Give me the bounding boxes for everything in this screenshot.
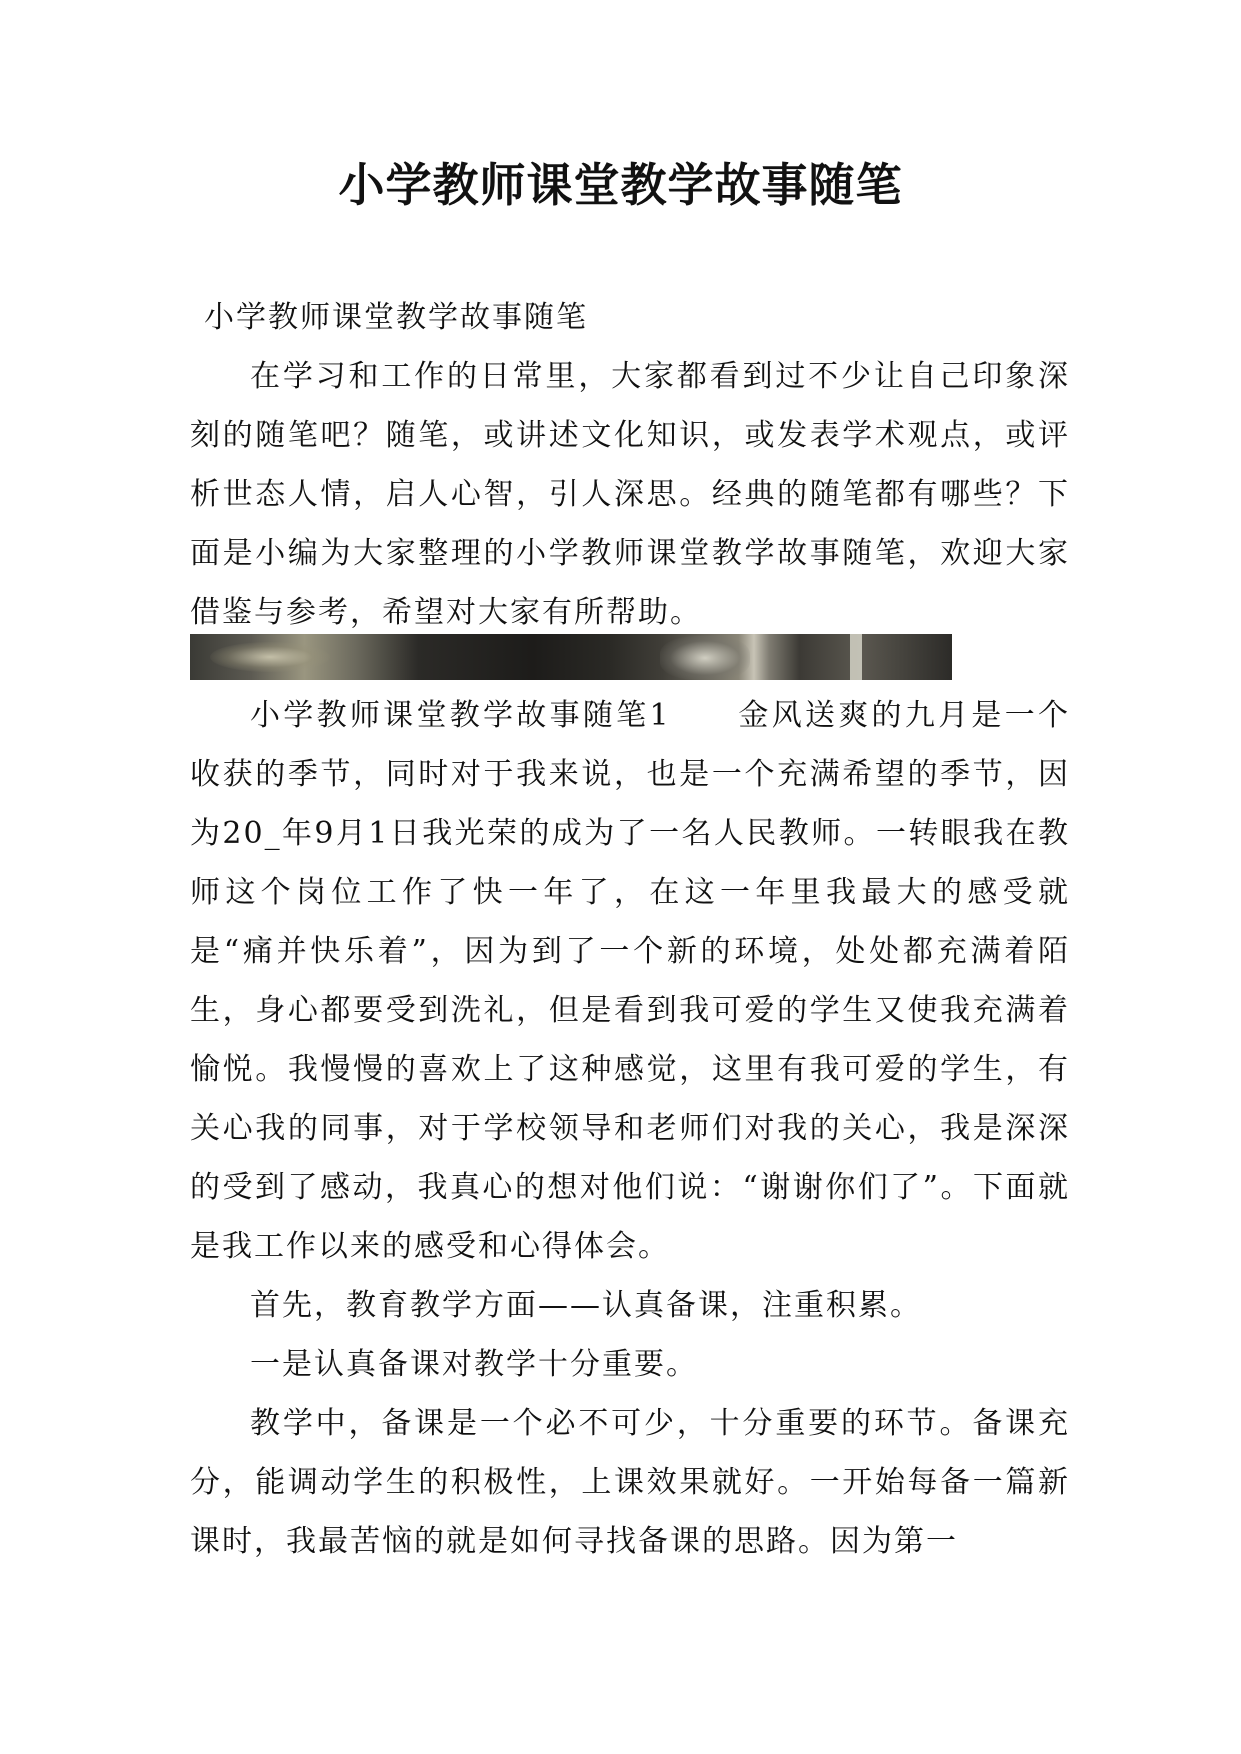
intro-paragraph: 在学习和工作的日常里，大家都看到过不少让自己印象深刻的随笔吧？随笔，或讲述文化知识，或发表学术观点，或评析世态人情，启人心智，引人深思。经典的随笔都有哪些？下面是小编为大家整理的小学教师课堂教学故事随笔，欢迎大家借鉴与参考，希望对大家有所帮助。 [190,359,1070,630]
document-subtitle: 小学教师课堂教学故事随笔 [204,300,588,335]
paragraph: 小学教师课堂教学故事随笔1 金风送爽的九月是一个收获的季节，同时对于我来说，也是一个充满希望的季节，因为20_年9月1日我光荣的成为了一名人民教师。一转眼我在教师这个岗位工作了快一年了，在这一年里我最大的感受就是“痛并快乐着”，因为到了一个新的环境，处处都充满着陌生，身心都要受到洗礼，但是看到我可爱的学生又使我充满着愉悦。我慢慢的喜欢上了这种感觉，这里有我可爱的学生，有关心我的同事，对于学校领导和老师们对我的关心，我是深深的受到了感动，我真心的想对他们说：“谢谢你们了”。下面就是我工作以来的感受和心得体会。 [190,698,1070,1264]
paragraph: 教学中，备课是一个必不可少，十分重要的环节。备课充分，能调动学生的积极性，上课效果就好。一开始每备一篇新课时，我最苦恼的就是如何寻找备课的思路。因为第一 [190,1406,1070,1559]
intro-section [190,347,1070,642]
paragraph: 首先，教育教学方面——认真备课，注重积累。 [250,1288,922,1323]
photo-image [190,634,952,680]
document-title: 小学教师课堂教学故事随笔 [338,158,903,212]
main-section [190,686,1070,1571]
paragraph: 一是认真备课对教学十分重要。 [250,1347,698,1382]
